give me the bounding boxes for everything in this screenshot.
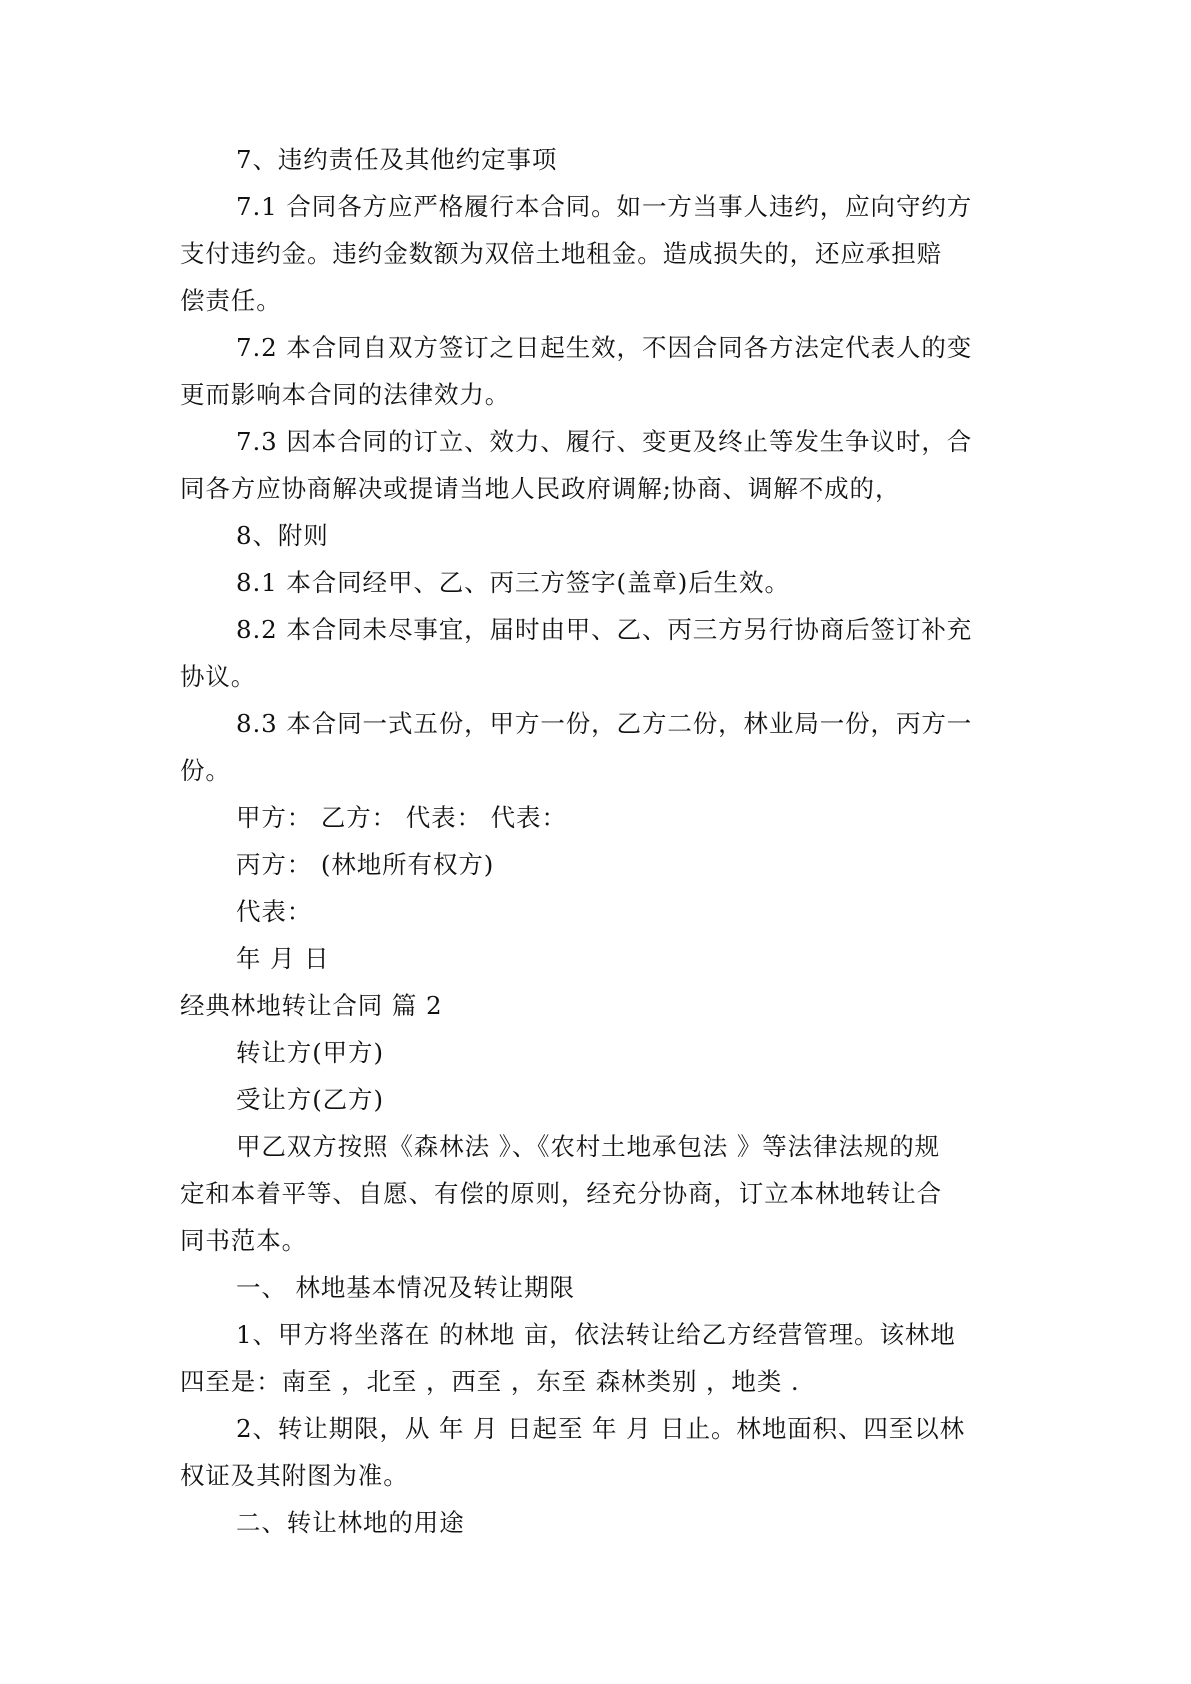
text-line-22: 甲乙双方按照《森林法 》、《农村土地承包法 》等法律法规的规 xyxy=(236,1132,941,1161)
signature-line-representative: 代表： xyxy=(236,897,313,926)
text-line-12: 协议。 xyxy=(180,662,257,691)
text-line-27: 四至是：南至 ，北至 ，西至 ，东至 森林类别 ，地类 . xyxy=(180,1367,800,1396)
text-line-29: 权证及其附图为准。 xyxy=(180,1461,409,1490)
text-line-21: 受让方(乙方) xyxy=(236,1085,384,1114)
text-line-1: 7、违约责任及其他约定事项 xyxy=(236,145,558,174)
text-line-6: 更而影响本合同的法律效力。 xyxy=(180,380,511,409)
signature-line-date: 年 月 日 xyxy=(236,944,330,973)
heading-section-2: 二、转让林地的用途 xyxy=(236,1508,465,1537)
text-line-5: 7.2 本合同自双方签订之日起生效，不因合同各方法定代表人的变 xyxy=(236,333,973,362)
text-line-3: 支付违约金。违约金数额为双倍土地租金。造成损失的，还应承担赔 xyxy=(180,239,942,268)
heading-section-1: 一、 林地基本情况及转让期限 xyxy=(236,1273,575,1302)
text-line-26: 1、甲方将坐落在 的林地 亩，依法转让给乙方经营管理。该林地 xyxy=(236,1320,956,1349)
signature-line-party-c: 丙方： (林地所有权方) xyxy=(236,850,495,879)
section-title: 经典林地转让合同 篇 2 xyxy=(180,991,443,1020)
text-line-10: 8.1 本合同经甲、乙、丙三方签字(盖章)后生效。 xyxy=(236,568,790,597)
text-line-14: 份。 xyxy=(180,756,231,785)
text-line-7: 7.3 因本合同的订立、效力、履行、变更及终止等发生争议时，合 xyxy=(236,427,973,456)
text-line-23: 定和本着平等、自愿、有偿的原则，经充分协商，订立本林地转让合 xyxy=(180,1179,942,1208)
text-line-9: 8、附则 xyxy=(236,521,329,550)
text-line-20: 转让方(甲方) xyxy=(236,1038,384,1067)
text-line-28: 2、转让期限，从 年 月 日起至 年 月 日止。林地面积、四至以林 xyxy=(236,1414,966,1443)
text-line-13: 8.3 本合同一式五份，甲方一份，乙方二份，林业局一份，丙方一 xyxy=(236,709,973,738)
text-line-8: 同各方应协商解决或提请当地人民政府调解;协商、调解不成的， xyxy=(180,474,901,503)
text-line-11: 8.2 本合同未尽事宜，届时由甲、乙、丙三方另行协商后签订补充 xyxy=(236,615,973,644)
document-body xyxy=(180,136,1018,1546)
signature-line-parties: 甲方： 乙方： 代表： 代表： xyxy=(236,803,567,832)
text-line-24: 同书范本。 xyxy=(180,1226,307,1255)
text-line-4: 偿责任。 xyxy=(180,286,282,315)
text-line-2: 7.1 合同各方应严格履行本合同。如一方当事人违约，应向守约方 xyxy=(236,192,973,221)
